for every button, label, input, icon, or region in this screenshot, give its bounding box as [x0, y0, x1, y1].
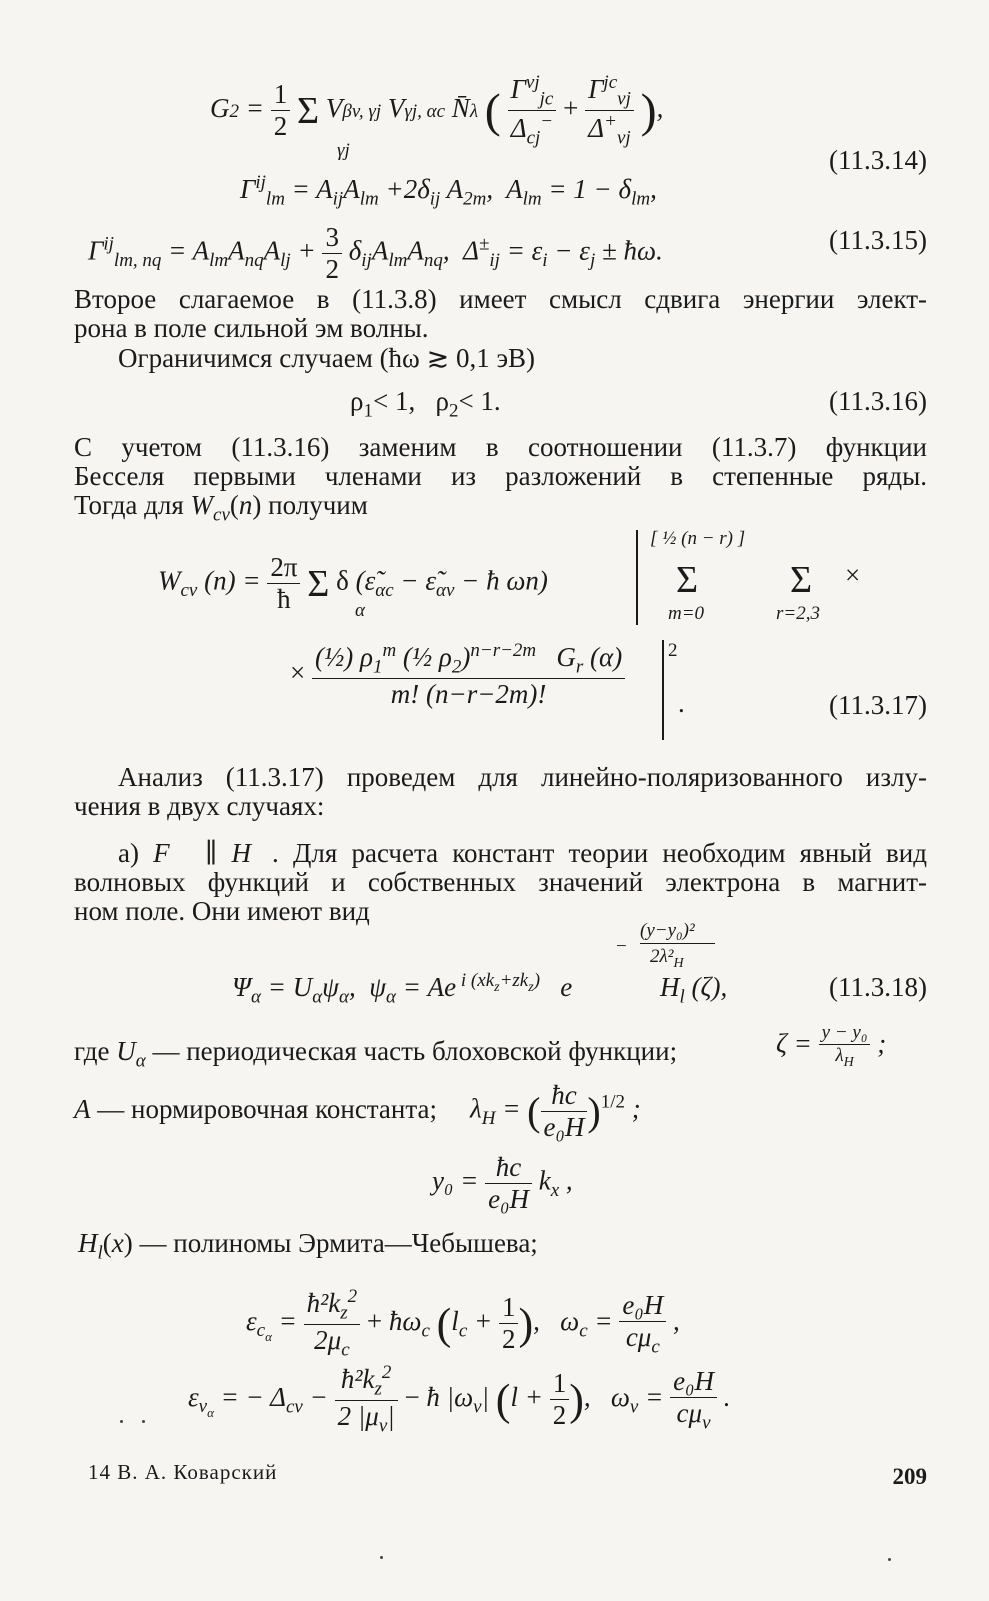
- exponent-fraction-bar: [640, 943, 715, 944]
- equation-number: (11.3.15): [829, 225, 927, 255]
- sum-index-gamma-j: γj: [337, 140, 350, 161]
- paragraph-line: чения в двух случаях:: [74, 791, 325, 821]
- paragraph-line: Бесселя первыми членами из разложений в степенные ряды.: [74, 461, 927, 491]
- definition-epsilon-c: $\varepsilon_{c_\alpha}$ = $\frac{ħ^2k_z^2}{2\mu_c}$ + $ħ\omega_c$ ($l_c$ + $\frac{1}{2}$ ), $\omega_c$ = $\frac{\text{e₀H}}{c\mu_c}$ ,: [246, 1286, 680, 1361]
- stray-dot: [120, 1420, 123, 1423]
- abs-bar-right: [662, 640, 664, 740]
- equation-11-3-16: $\rho_1< 1$, $\rho_2< 1$.: [350, 386, 501, 422]
- sum-index-alpha: α: [355, 600, 365, 621]
- definition-epsilon-v: $\varepsilon_{v_\alpha}$ = − $\Delta_{cv}$ − $\frac{ħ^2k_z^2}{2 |\mu_v|}$ − ħ $|\omega_v|$ (l + $\frac{1}{2}$ ), $\omega_v$ = $\frac{\text{e₀H}}{c\mu_v}$ .: [188, 1362, 731, 1437]
- paragraph-line: A — нормировочная константа;: [74, 1094, 437, 1124]
- paragraph-line: где $U_\alpha$ — периодическая часть блоховской функции;: [74, 1036, 678, 1072]
- paragraph-line: Второе слагаемое в (11.3.8) имеет смысл сдвига энергии элект-: [74, 284, 927, 314]
- sum-index-m: m=0: [668, 603, 705, 624]
- paragraph-line: Ограничимся случаем (ħω ≳ 0,1 эВ): [118, 343, 536, 373]
- exponent-two: 2: [668, 640, 678, 661]
- stray-dot: [142, 1420, 145, 1423]
- exponent-denominator: $2\lambda^2_H$: [650, 946, 684, 971]
- times-sign: ×: [845, 560, 861, 590]
- exponent-minus: −: [616, 936, 627, 957]
- equation-number: (11.3.14): [829, 145, 927, 175]
- sum-upper-limit: [ ½ (n − r) ]: [650, 528, 746, 549]
- signature-mark: 14 В. А. Коварский: [88, 1460, 278, 1484]
- paragraph-line: волновых функций и собственных значений электрона в магнит-: [74, 867, 927, 897]
- paragraph-line: С учетом (11.3.16) заменим в соотношении (11.3.7) функции: [74, 432, 927, 462]
- equation-number: (11.3.16): [829, 386, 927, 416]
- sum-r: Σ: [790, 559, 813, 601]
- abs-bar-left: [636, 530, 638, 625]
- paragraph-line: ном поле. Они имеют вид: [74, 896, 370, 926]
- page-number: 209: [892, 1464, 927, 1489]
- equation-11-3-14-line1: G2 = $\frac{1}{2}$ Σ Vβv, γj Vγj, αc N̄λ ( $\frac{\Gamma^{vj}_{jc}}{\Delta_{cj}^-}$ + $\frac{\Gamma^{jc}_{vj}}{\Delta^+_{vj}}$ ),: [210, 72, 664, 149]
- sum-index-r: r=2,3: [776, 603, 820, 624]
- stray-dot: [380, 1556, 383, 1559]
- paragraph-line: $H_l(x)$ — полиномы Эрмита—Чебышева;: [78, 1228, 538, 1264]
- sum-m: Σ: [676, 559, 699, 601]
- equation-11-3-18: $\Psi_\alpha = U_\alpha\psi_\alpha$, $\psi_\alpha = Ae$ $^{i (xk_z+zk_z)}$ e $H_l$ (ζ),: [232, 970, 728, 1008]
- paragraph-line: Анализ (11.3.17) проведем для линейно-поляризованного излу-: [118, 762, 927, 792]
- equation-number: (11.3.17): [829, 690, 927, 720]
- definition-zeta: ζ = $\frac{\text{y − y₀}}{\lambda_H}$ ;: [776, 1022, 887, 1070]
- stray-dot: [888, 1558, 891, 1561]
- period: .: [678, 688, 685, 718]
- equation-11-3-17-line1: $W_{cv}$ (n) = $\frac{2\pi}{ħ}$ Σ δ ($\varepsiloñ_{\alpha c}$ − $\varepsiloñ_{\alpha v}$ − ħ ωn): [158, 552, 548, 614]
- paragraph-line: Тогда для $W_{cv}(n)$ получим: [74, 490, 368, 526]
- equation-number: (11.3.18): [829, 972, 927, 1002]
- definition-y0: y₀ = $\frac{ħc}{\text{e₀H}}$ $k_x$ ,: [432, 1152, 573, 1214]
- equation-11-3-15: $\Gamma^{ij}_{lm, nq} = A_{lm}A_{nq}A_{lj}$ + $\frac{3}{2}$ $\delta_{ij}A_{lm}A_{nq}$, $\Delta^\pm_{ij} = \varepsilon_i - \varepsilon_j$ ± ħω.: [88, 222, 663, 284]
- equation-11-3-17-line2: × $\frac{(\frac{1}{2}) \rho_1^m (\frac{1}{2} \rho_2)^{n-r-2m} G_r (\alpha)}{m! (n-r-2m)!}$: [290, 640, 625, 710]
- definition-lambda: $\lambda_H$ = ( $\frac{ħc}{\text{e₀H}}$ )$^{1/2}$ ;: [470, 1080, 641, 1142]
- paragraph-line: рона в поле сильной эм волны.: [74, 313, 429, 343]
- paragraph-line: а) F⃗ ∥ H⃗. Для расчета констант теории необходим явный вид: [118, 838, 927, 868]
- exponent-numerator: (y−y₀)²: [640, 920, 695, 941]
- equation-11-3-14-line2: $\Gamma^{ij}_{lm} = A_{ij}A_{lm} +2\delta_{ij}$ $A_{2m}$, $A_{lm} = 1 - \delta_{lm}$,: [240, 172, 657, 210]
